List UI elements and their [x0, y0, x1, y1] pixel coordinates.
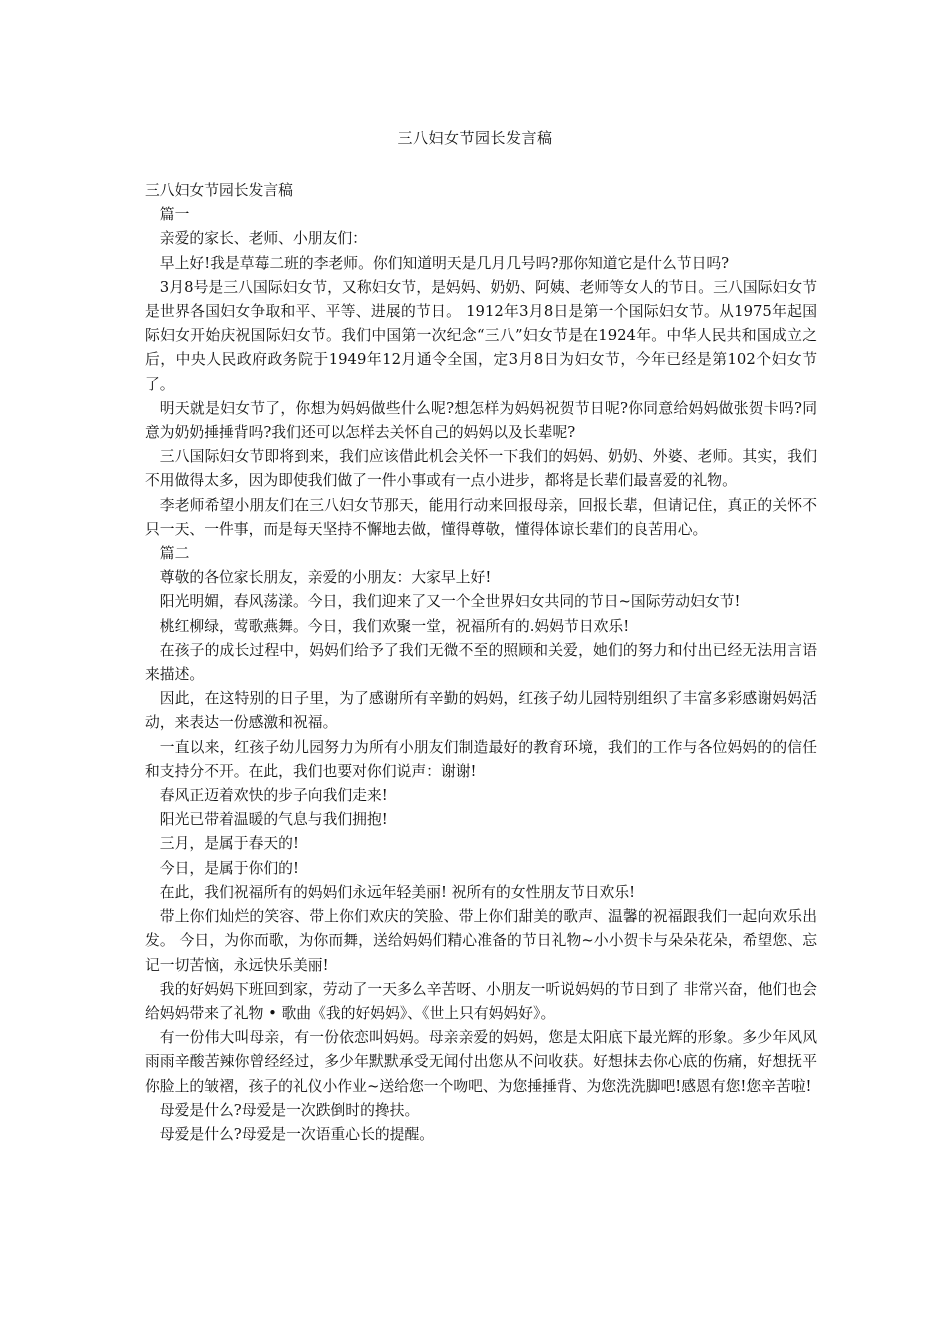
paragraph: 母爱是什么?母爱是一次语重心长的提醒。: [159, 1125, 435, 1143]
section-heading-1: 篇一: [159, 206, 190, 224]
paragraph: 在孩子的成长过程中，妈妈们给予了我们无微不至的照顾和关爱，她们的努力和付出已经无法用言语来描述。: [145, 641, 817, 684]
paragraph: 有一份伟大叫母亲，有一份依恋叫妈妈。母亲亲爱的妈妈，您是太阳底下最光辉的形象。多少年风风雨雨辛酸苦辣你曾经经过，多少年默默承受无闻付出您从不问收获。好想抹去你心底的伤痛，好想抚平你脸上的皱褶，孩子的礼仪小作业~送给您一个吻吧、为您捶捶背、为您洗洗脚吧!感恩有您!您辛苦啦!: [145, 1029, 817, 1095]
paragraph: 我的好妈妈下班回到家，劳动了一天多么辛苦呀、小朋友一听说妈妈的节日到了 非常兴奋，他们也会给妈妈带来了礼物 • 歌曲《我的好妈妈》、《世上只有妈妈好》。: [145, 980, 817, 1022]
paragraph: 一直以来，红孩子幼儿园努力为所有小朋友们制造最好的教育环境，我们的工作与各位妈妈的的信任和支持分不开。在此，我们也要对你们说声：谢谢!: [145, 738, 817, 780]
document-title: 三八妇女节园长发言稿: [397, 129, 553, 147]
paragraph: 带上你们灿烂的笑容、带上你们欢庆的笑脸、带上你们甜美的歌声、温馨的祝福跟我们一起向欢乐出发。 今日，为你而歌，为你而舞，送给妈妈们精心准备的节日礼物~小小贺卡与朵朵花朵，希望您、忘记一切苦恼，永远快乐美丽!: [145, 908, 817, 974]
paragraph: 尊敬的各位家长朋友，亲爱的小朋友：大家早上好!: [159, 569, 492, 587]
paragraph: 阳光明媚，春风荡漾。今日，我们迎来了又一个全世界妇女共同的节日~国际劳动妇女节!: [159, 593, 741, 611]
paragraph: 三八国际妇女节即将到来，我们应该借此机会关怀一下我们的妈妈、奶奶、外婆、老师。其实，我们不用做得太多，因为即使我们做了一件小事或有一点小进步，都将是长辈们最喜爱的礼物。: [145, 448, 817, 490]
paragraph: 早上好!我是草莓二班的李老师。你们知道明天是几月几号吗?那你知道它是什么节日吗?: [159, 254, 730, 272]
paragraph: 因此，在这特别的日子里，为了感谢所有辛勤的妈妈，红孩子幼儿园特别组织了丰富多彩感谢妈妈活动，来表达一份感激和祝福。: [145, 690, 817, 732]
paragraph: 三月，是属于春天的!: [159, 835, 299, 853]
paragraph-subtitle: 三八妇女节园长发言稿: [145, 182, 293, 199]
paragraph: 亲爱的家长、老师、小朋友们：: [159, 230, 367, 248]
paragraph: 母爱是什么?母爱是一次跌倒时的搀扶。: [159, 1101, 420, 1119]
paragraph: 在此，我们祝福所有的妈妈们永远年轻美丽! 祝所有的女性朋友节日欢乐!: [159, 883, 636, 901]
paragraph: 明天就是妇女节了，你想为妈妈做些什么呢?想怎样为妈妈祝贺节日呢?你同意给妈妈做张贺卡吗?同意为奶奶捶捶背吗?我们还可以怎样去关怀自己的妈妈以及长辈呢?: [145, 399, 817, 442]
paragraph: 李老师希望小朋友们在三八妇女节那天，能用行动来回报母亲，回报长辈，但请记住，真正的关怀不只一天、一件事，而是每天坚持不懈地去做，懂得尊敬，懂得体谅长辈们的良苦用心。: [145, 496, 817, 538]
paragraph: 桃红柳绿，莺歌燕舞。今日，我们欢聚一堂，祝福所有的.妈妈节日欢乐!: [159, 617, 630, 635]
paragraph: 今日，是属于你们的!: [159, 859, 299, 877]
paragraph: 春风正迈着欢快的步子向我们走来!: [159, 787, 388, 805]
document-body: [145, 179, 817, 1147]
paragraph: 阳光已带着温暖的气息与我们拥抱!: [159, 811, 388, 829]
section-heading-2: 篇二: [159, 545, 190, 563]
paragraph: 3月8号是三八国际妇女节，又称妇女节，是妈妈、奶奶、阿姨、老师等女人的节日。三八国际妇女节是世界各国妇女争取和平、平等、进展的节日。 1912年3月8日是第一个国际妇女节。从1975年起国际妇女开始庆祝国际妇女节。我们中国第一次纪念“三八”妇女节是在1924年。中华人民共和国成立之后，中央人民政府政务院于1949年12月通令全国，定3月8日为妇女节，今年已经是第102个妇女节了。: [145, 278, 817, 393]
